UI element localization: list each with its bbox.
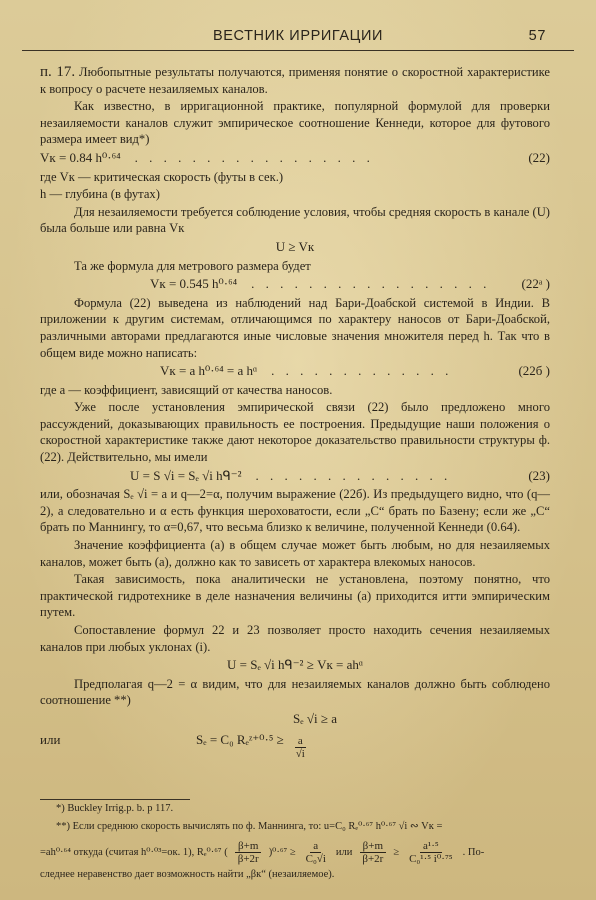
paragraph: Уже после установления эмпирической связи (22) было предложено много рассуждений, доказывающих правильность ее построения. Предыдущие наши положения о скоростной характеристике также дают некоторое доказательство правильности структуры ф. (22). Действительно, мы имели bbox=[40, 400, 550, 465]
footnote-2: **) Если среднюю скорость вычислять по ф. Маннинга, то: u=C₀ Rₑ⁰·⁶⁷ h⁰·⁶⁷ √i ∾ Vк = bbox=[56, 821, 443, 832]
paragraph: h — глубина (в футах) bbox=[40, 187, 160, 202]
page-number: 57 bbox=[528, 28, 546, 44]
paragraph: Формула (22) выведена из наблюдений над Бари-Доабской системой в Индии. В приложении к другим системам, отличающимся по характеру наносов от Бари-Доабской, различными авторами предлагаются иные числовые значения множителя перед h. Так что в общем виде можно написать: bbox=[40, 295, 550, 360]
equation-se-final: или Sₑ = C₀ Rₑᶻ⁺⁰·⁵ ≥ $\frac{a}{√i}$ bbox=[40, 731, 305, 760]
journal-title: ВЕСТНИК ИРРИГАЦИИ bbox=[212, 28, 384, 44]
paragraph: где a — коэффициент, зависящий от качества наносов. bbox=[40, 382, 333, 397]
article-body bbox=[40, 64, 550, 762]
footnote-2-formula: =ah⁰·⁶⁴ откуда (считая h⁰·⁰³=ок. 1), Rₑ⁰·⁶⁷ ( $\frac{\beta+m}{\beta+2r}$ )⁰·⁶⁷ ≥ $\frac{a}{\text{C₀√i}}$ или $\frac{\beta+m}{\beta+2r}$ ≥ $\frac{\text{a¹·⁵}}{\text{C₀¹·⁵ i⁰·⁷⁵}}$ . По- bbox=[40, 840, 485, 865]
footnote-1: *) Buckley Irrig.p. b. p 117. bbox=[56, 803, 174, 814]
paragraph: Предполагая q—2 = α видим, что для незаиляемых каналов должно быть соблюдено соотношение **) bbox=[40, 676, 550, 708]
paragraph: Такая зависимость, пока аналитически не установлена, поэтому понятно, что практической гидротехнике в деле назначения величины (a) приходится итти эмпирическим путем. bbox=[40, 572, 550, 620]
paragraph: Сопоставление формул 22 и 23 позволяет просто находить сечения незаиляемых каналов при любых уклонах (i). bbox=[40, 623, 550, 654]
equation-combined: U = Sₑ √i hᑫ⁻² ≥ Vк = ahᵅ bbox=[227, 657, 363, 673]
paragraph: Та же формула для метрового размера будет bbox=[74, 258, 311, 273]
paragraph: Значение коэффициента (a) в общем случае может быть любым, но для незаиляемых каналов, может быть (a), должно как то зависеть от характера влекомых наносов. bbox=[40, 538, 550, 569]
running-header bbox=[0, 28, 596, 50]
paragraph: п. 17. Любопытные результаты получаются, применяя понятие о скоростной характеристике к вопросу о расчете незаиляемых каналов. bbox=[40, 64, 551, 96]
paragraph: или, обозначая Sₑ √i = a и q—2=α, получим выражение (22б). Из предыдущего видно, что (q—2), а следовательно и α есть функция шероховатости, если „С“ брать по Базену; если же „С“ брать по Маннингу, то α=0,67, что весьма близко к величине, полученной Кеннеди (0.64). bbox=[40, 487, 550, 535]
paragraph: Как известно, в ирригационной практике, популярной формулой для проверки незаиляемости каналов служит эмпирическое соотношение Кеннеди, которое для футового размера имеет вид*) bbox=[40, 99, 550, 147]
equation-inequality: U ≥ Vк bbox=[275, 238, 315, 254]
paragraph: где Vк — критическая скорость (футы в сек.) bbox=[40, 169, 284, 184]
equation-23: U = S √i = Sₑ √i hᑫ⁻² . . . . . . . . . . . . . . (23) bbox=[130, 467, 550, 483]
equation-se-ge-a: Sₑ √i ≥ a bbox=[293, 710, 337, 726]
equation-22b: Vк = a h⁰·⁶⁴ = a hᵅ . . . . . . . . . . . . . (22б ) bbox=[160, 363, 550, 379]
equation-22a: Vк = 0.545 h⁰·⁶⁴ . . . . . . . . . . . . . . . . . (22ᵃ ) bbox=[150, 276, 550, 292]
paragraph: Для незаиляемости требуется соблюдение условия, чтобы средняя скорость в канале (U) была больше или равна Vк bbox=[40, 204, 550, 236]
footnote-rule bbox=[40, 799, 190, 800]
equation-22: Vк = 0.84 h⁰·⁶⁴ . . . . . . . . . . . . . . . . . (22) bbox=[40, 149, 550, 165]
footnote-2-end: следнее неравенство дает возможность найти „βк“ (незаиляемое). bbox=[40, 869, 335, 880]
header-rule bbox=[22, 50, 574, 51]
